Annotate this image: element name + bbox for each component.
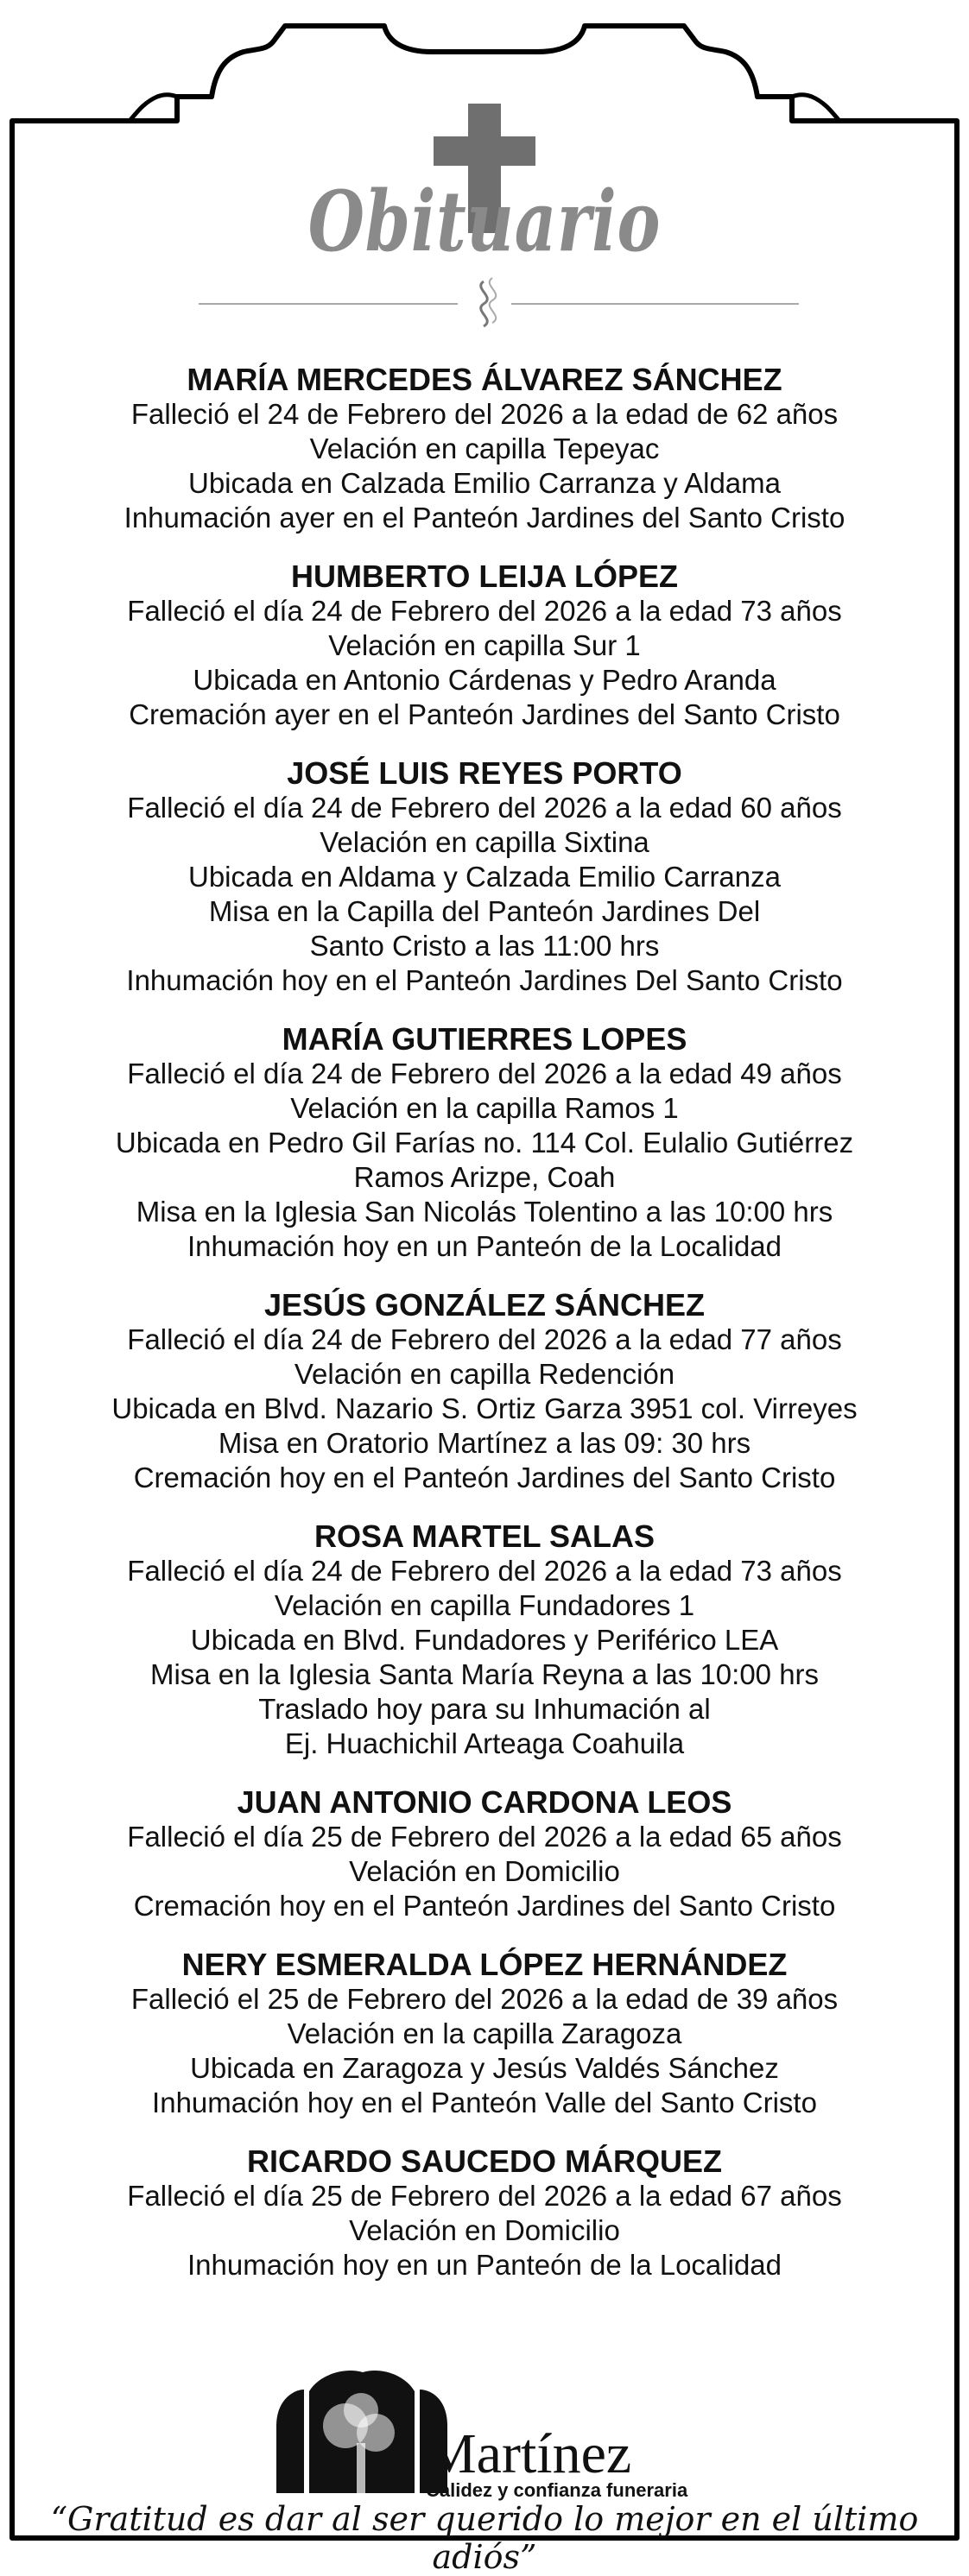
brand-name: Martínez xyxy=(426,2422,632,2485)
deceased-name: RICARDO SAUCEDO MÁRQUEZ xyxy=(246,2144,722,2179)
obituary-detail-line: Falleció el día 24 de Febrero del 2026 a la edad 73 años xyxy=(127,595,842,627)
obituary-detail-line: Inhumación hoy en un Panteón de la Localidad xyxy=(187,1230,782,1262)
obituary-detail-line: Ramos Arizpe, Coah xyxy=(353,1161,616,1193)
deceased-name: HUMBERTO LEIJA LÓPEZ xyxy=(290,559,679,594)
obituary-detail-line: Misa en la Iglesia San Nicolás Tolentino a las 10:00 hrs xyxy=(136,1196,833,1228)
obituary-detail-line: Misa en la Iglesia Santa María Reyna a las 10:00 hrs xyxy=(149,1658,820,1690)
deceased-name: JESÚS GONZÁLEZ SÁNCHEZ xyxy=(263,1287,706,1323)
obituary-entry xyxy=(35,1948,934,2120)
obituary-detail-line: Ej. Huachichil Arteaga Coahuila xyxy=(284,1727,685,1759)
obituary-detail-line: Ubicada en Blvd. Nazario S. Ortiz Garza 3951 col. Virreyes xyxy=(111,1392,858,1424)
obituary-detail-line: Velación en la capilla Zaragoza xyxy=(287,2017,682,2049)
obituary-detail-line: Velación en capilla Sur 1 xyxy=(328,629,641,661)
obituary-detail-line: Falleció el día 24 de Febrero del 2026 a la edad 60 años xyxy=(127,792,842,824)
obituary-detail-line: Inhumación hoy en un Panteón de la Localidad xyxy=(187,2249,782,2281)
brand-motto: “Gratitud es dar al ser querido lo mejor en el último adiós” xyxy=(50,2500,919,2576)
obituary-detail-line: Velación en Domicilio xyxy=(349,1855,620,1887)
obituary-entry xyxy=(35,559,934,732)
obituary-entry xyxy=(35,1519,934,1761)
page-title: Obituario xyxy=(307,173,662,270)
obituary-detail-line: Falleció el día 25 de Febrero del 2026 a la edad 65 años xyxy=(127,1821,842,1853)
deceased-name: JUAN ANTONIO CARDONA LEOS xyxy=(237,1784,732,1820)
obituary-entry xyxy=(35,2144,934,2282)
obituary-detail-line: Velación en Domicilio xyxy=(349,2214,620,2246)
obituary-detail-line: Ubicada en Blvd. Fundadores y Periférico LEA xyxy=(190,1624,779,1656)
obituary-detail-line: Ubicada en Antonio Cárdenas y Pedro Aranda xyxy=(193,664,776,696)
obituary-detail-line: Santo Cristo a las 11:00 hrs xyxy=(309,930,660,962)
obituary-detail-line: Falleció el día 24 de Febrero del 2026 a la edad 49 años xyxy=(127,1058,842,1089)
deceased-name: NERY ESMERALDA LÓPEZ HERNÁNDEZ xyxy=(181,1947,788,1982)
obituary-entry xyxy=(35,1785,934,1923)
obituary-detail-line: Inhumación hoy en el Panteón Valle del Santo Cristo xyxy=(152,2087,817,2118)
obituary-detail-line: Misa en la Capilla del Panteón Jardines Del xyxy=(208,895,761,927)
obituary-detail-line: Falleció el 25 de Febrero del 2026 a la edad de 39 años xyxy=(130,1983,839,2015)
obituary-detail-line: Cremación ayer en el Panteón Jardines del Santo Cristo xyxy=(129,698,840,730)
obituary-entry xyxy=(35,1288,934,1495)
obituary-detail-line: Velación en capilla Sixtina xyxy=(320,826,649,858)
obituary-detail-line: Ubicada en Pedro Gil Farías no. 114 Col. Eulalio Gutiérrez xyxy=(115,1127,854,1159)
obituary-detail-line: Cremación hoy en el Panteón Jardines del Santo Cristo xyxy=(133,1462,836,1493)
obituary-detail-line: Inhumación ayer en el Panteón Jardines del Santo Cristo xyxy=(124,502,846,534)
deceased-name: MARÍA MERCEDES ÁLVAREZ SÁNCHEZ xyxy=(187,362,782,397)
deceased-name: JOSÉ LUIS REYES PORTO xyxy=(287,755,682,791)
obituary-detail-line: Inhumación hoy en el Panteón Jardines Del Santo Cristo xyxy=(126,964,843,996)
obituary-detail-line: Ubicada en Zaragoza y Jesús Valdés Sánchez xyxy=(190,2052,779,2084)
obituary-entry xyxy=(35,756,934,998)
obituary-detail-line: Cremación hoy en el Panteón Jardines del Santo Cristo xyxy=(133,1890,836,1922)
obituary-detail-line: Misa en Oratorio Martínez a las 09: 30 hrs xyxy=(218,1427,751,1459)
obituary-detail-line: Falleció el 24 de Febrero del 2026 a la edad de 62 años xyxy=(130,398,839,430)
obituary-detail-line: Velación en capilla Redención xyxy=(294,1358,675,1390)
obituary-detail-line: Velación en capilla Tepeyac xyxy=(309,432,660,464)
obituary-entry xyxy=(35,1022,934,1264)
deceased-name: ROSA MARTEL SALAS xyxy=(314,1518,655,1554)
obituary-detail-line: Traslado hoy para su Inhumación al xyxy=(258,1693,711,1725)
obituary-detail-line: Ubicada en Calzada Emilio Carranza y Aldama xyxy=(187,467,781,499)
obituary-detail-line: Falleció el día 24 de Febrero del 2026 a la edad 77 años xyxy=(127,1323,842,1355)
obituary-detail-line: Velación en capilla Fundadores 1 xyxy=(274,1589,695,1621)
obituary-detail-line: Falleció el día 24 de Febrero del 2026 a la edad 73 años xyxy=(127,1555,842,1587)
obituary-detail-line: Velación en la capilla Ramos 1 xyxy=(290,1092,679,1124)
obituary-detail-line: Falleció el día 25 de Febrero del 2026 a la edad 67 años xyxy=(127,2180,842,2212)
deceased-name: MARÍA GUTIERRES LOPES xyxy=(282,1021,687,1057)
brand-tagline: Calidez y confianza funeraria xyxy=(426,2479,688,2501)
obituary-detail-line: Ubicada en Aldama y Calzada Emilio Carranza xyxy=(187,861,781,893)
obituary-entry xyxy=(35,363,934,535)
ornament-icon xyxy=(481,281,488,326)
arches-tree-icon xyxy=(276,2371,447,2493)
obituary-list xyxy=(35,363,934,2307)
